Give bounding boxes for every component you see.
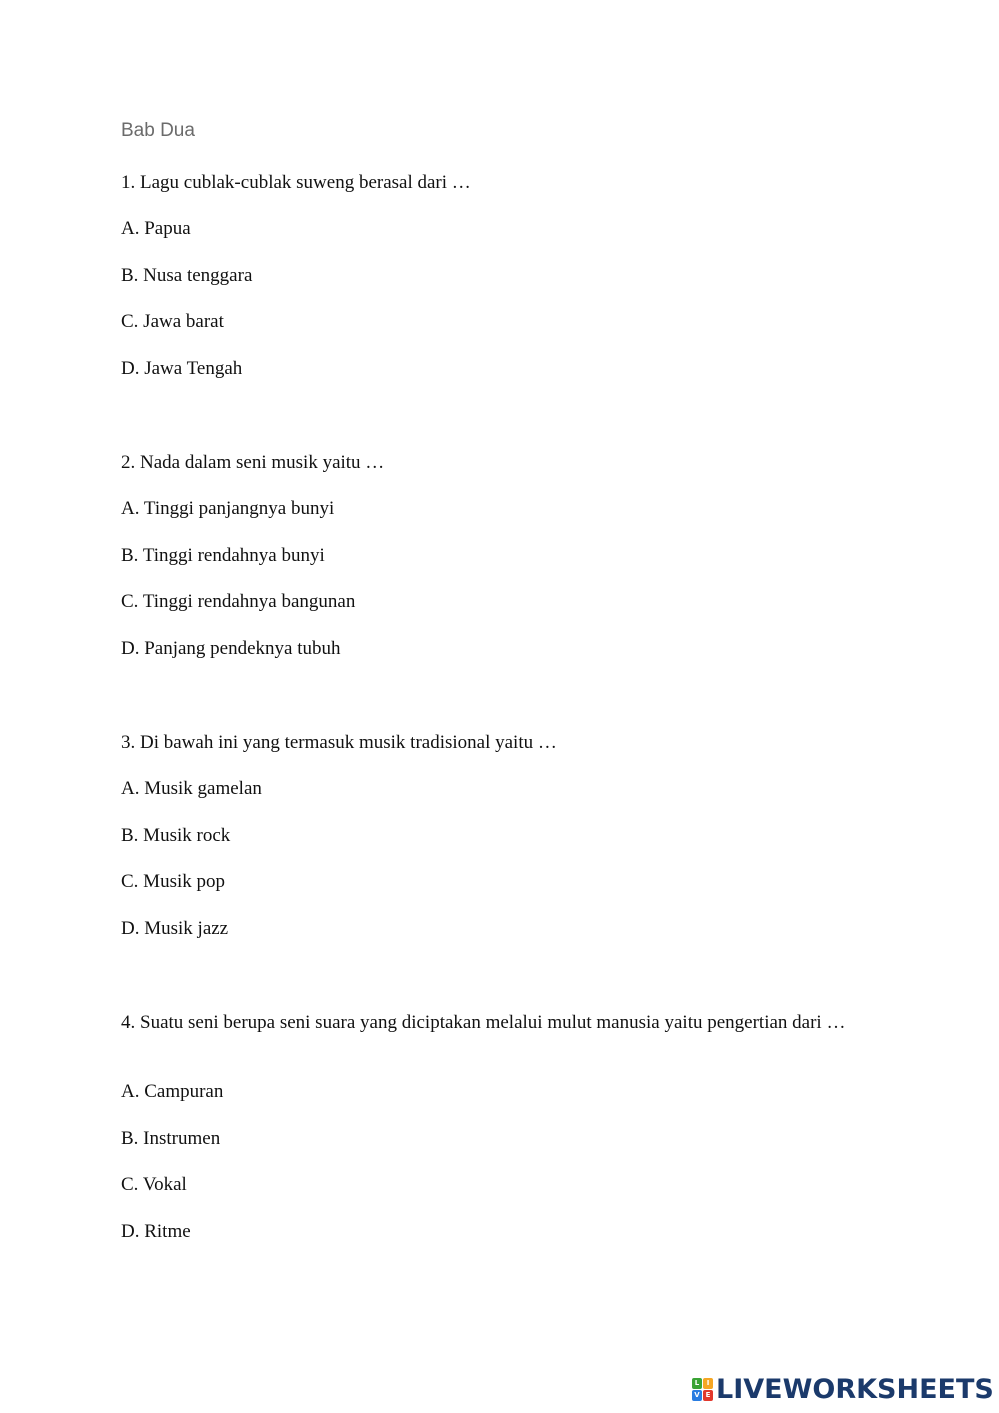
question-1-option-c: C. Jawa barat (121, 311, 224, 332)
question-2-option-b: B. Tinggi rendahnya bunyi (121, 545, 325, 566)
question-1-text: 1. Lagu cublak-cublak suweng berasal dari … (121, 172, 471, 193)
logo-icon-letter-l: L (692, 1378, 702, 1389)
question-4-option-c: C. Vokal (121, 1174, 187, 1195)
chapter-heading: Bab Dua (121, 120, 195, 141)
question-4-option-a: A. Campuran (121, 1081, 224, 1102)
question-1-option-a: A. Papua (121, 218, 191, 239)
liveworksheets-logo-text: LIVEWORKSHEETS (716, 1373, 994, 1405)
liveworksheets-logo-icon (692, 1378, 712, 1400)
question-3-option-d: D. Musik jazz (121, 918, 229, 939)
question-2-option-a: A. Tinggi panjangnya bunyi (121, 498, 335, 519)
question-1-option-d: D. Jawa Tengah (121, 358, 243, 379)
question-2-text: 2. Nada dalam seni musik yaitu … (121, 452, 385, 473)
question-3-option-b: B. Musik rock (121, 825, 231, 846)
logo-icon-letter-e: E (703, 1390, 713, 1401)
question-3-option-a: A. Musik gamelan (121, 778, 262, 799)
question-4-option-b: B. Instrumen (121, 1128, 221, 1149)
question-1-option-b: B. Nusa tenggara (121, 265, 253, 286)
question-4-option-d: D. Ritme (121, 1221, 191, 1242)
question-4 (121, 1010, 871, 1242)
liveworksheets-logo (692, 1374, 994, 1404)
question-2-option-d: D. Panjang pendeknya tubuh (121, 638, 341, 659)
question-4-text: 4. Suatu seni berupa seni suara yang diciptakan melalui mulut manusia yaitu pengertian dari … (121, 1012, 846, 1033)
question-2 (121, 450, 881, 659)
question-2-option-c: C. Tinggi rendahnya bangunan (121, 591, 356, 612)
question-3-option-c: C. Musik pop (121, 871, 225, 892)
logo-icon-letter-i: I (703, 1378, 713, 1389)
question-3-text: 3. Di bawah ini yang termasuk musik tradisional yaitu … (121, 732, 557, 753)
question-1 (121, 170, 881, 379)
logo-icon-letter-v: V (692, 1390, 702, 1401)
question-3 (121, 730, 881, 939)
